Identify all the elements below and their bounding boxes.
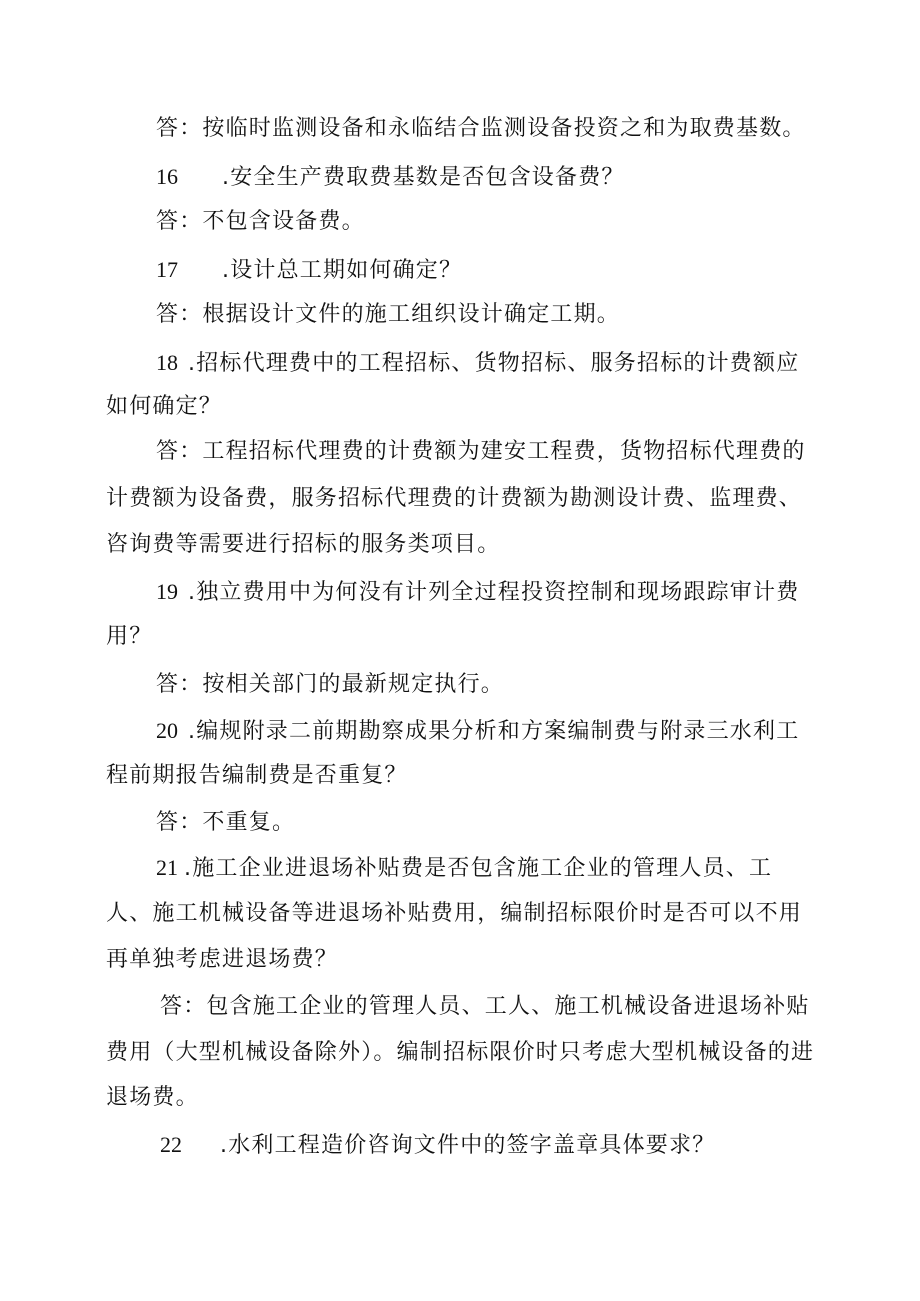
body-line: [106, 899, 802, 929]
answer-line: [160, 992, 810, 1022]
line-text: 答：根据设计文件的施工组织设计确定工期。: [156, 302, 621, 327]
body-line: [106, 530, 500, 560]
body-line: [106, 1083, 199, 1113]
question-line: [160, 1130, 715, 1161]
line-text: 用？: [106, 624, 153, 649]
question-line: [156, 577, 799, 608]
question-number: 20: [156, 718, 178, 743]
line-text: 人、施工机械设备等进退场补贴费用，编制招标限价时是否可以不用: [106, 901, 803, 926]
answer-line: [156, 808, 295, 838]
question-number: 21: [156, 855, 178, 880]
line-text: 计费额为设备费，服务招标代理费的计费额为勘测设计费、监理费、: [106, 486, 803, 511]
answer-line: [156, 437, 806, 467]
line-text: .独立费用中为何没有计列全过程投资控制和现场跟踪审计费: [188, 580, 800, 605]
question-number: 16: [156, 164, 178, 189]
body-line: [106, 622, 152, 652]
question-number: 18: [156, 350, 178, 375]
line-text: 答：按相关部门的最新规定执行。: [156, 672, 505, 697]
body-line: [106, 761, 408, 791]
line-text: .招标代理费中的工程招标、货物招标、服务招标的计费额应: [188, 351, 800, 376]
question-number: 22: [160, 1132, 182, 1157]
line-text: .设计总工期如何确定？: [222, 258, 463, 283]
line-text: 答：按临时监测设备和永临结合监测设备投资之和为取费基数。: [156, 116, 806, 141]
body-line: [106, 1038, 814, 1068]
answer-line: [156, 300, 620, 330]
line-text: .编规附录二前期勘察成果分析和方案编制费与附录三水利工: [188, 719, 800, 744]
question-number: 17: [156, 257, 178, 282]
line-text: 答：不包含设备费。: [156, 209, 365, 234]
line-text: 答：不重复。: [156, 810, 296, 835]
body-line: [106, 392, 222, 422]
body-line: [106, 484, 802, 514]
line-text: .安全生产费取费基数是否包含设备费？: [222, 165, 625, 190]
line-text: 如何确定？: [106, 394, 223, 419]
question-line: [156, 162, 625, 193]
line-text: 退场费。: [106, 1085, 199, 1110]
question-line: [156, 716, 799, 747]
body-line: [106, 945, 338, 975]
question-number: 19: [156, 579, 178, 604]
answer-line: [156, 670, 504, 700]
line-text: 答：包含施工企业的管理人员、工人、施工机械设备进退场补贴: [160, 994, 810, 1019]
question-line: [156, 853, 772, 884]
line-text: 程前期报告编制费是否重复？: [106, 763, 408, 788]
answer-line: [156, 114, 806, 144]
line-text: 再单独考虑进退场费？: [106, 947, 339, 972]
line-text: 咨询费等需要进行招标的服务类项目。: [106, 532, 501, 557]
line-text: 答：工程招标代理费的计费额为建安工程费，货物招标代理费的: [156, 439, 806, 464]
line-text: .水利工程造价咨询文件中的签字盖章具体要求？: [220, 1133, 716, 1158]
line-text: 费用（大型机械设备除外）。编制招标限价时只考虑大型机械设备的进: [106, 1040, 815, 1065]
question-line: [156, 348, 799, 379]
answer-line: [156, 207, 365, 237]
line-text: .施工企业进退场补贴费是否包含施工企业的管理人员、工: [184, 856, 773, 881]
question-line: [156, 255, 462, 286]
